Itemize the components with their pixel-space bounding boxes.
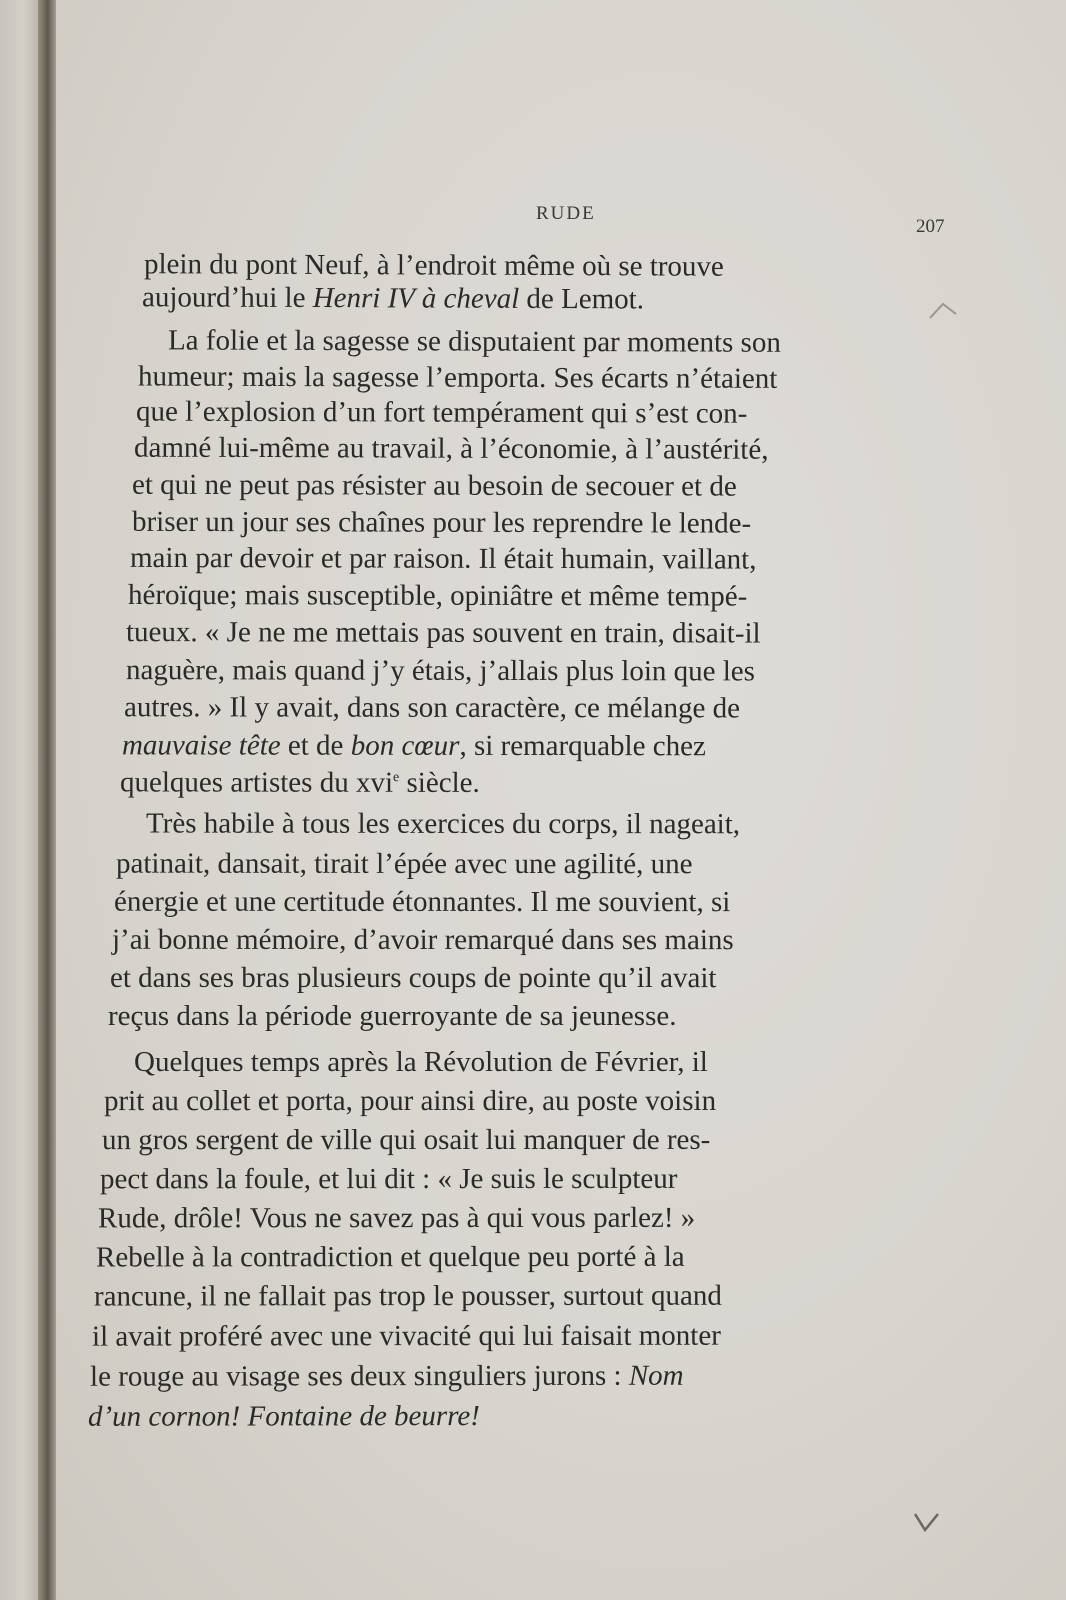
text-run: Rebelle à la contradiction et quelque peu porté à la [95, 1240, 685, 1274]
text-line [132, 469, 952, 505]
text-run: Très habile à tous les exercices du corps, il nageait, [145, 807, 741, 841]
text-run: énergie et une certitude étonnantes. Il me souvient, si [113, 885, 731, 919]
text-line [144, 248, 964, 285]
text-line [112, 924, 932, 957]
text-line [108, 1000, 928, 1033]
text-run: damné lui-même au travail, à l’économie, à l’austérité, [133, 431, 769, 466]
book-page [56, 0, 1066, 1600]
text-run: le rouge au visage ses deux singuliers jurons : [89, 1359, 629, 1393]
text-line [104, 1085, 924, 1118]
text-line [120, 766, 940, 800]
text-run: un gros sergent de ville qui osait lui manquer de res- [101, 1123, 711, 1157]
text-run: plein du pont Neuf, à l’endroit même où se trouve [143, 248, 724, 283]
caret-down-icon [912, 1510, 942, 1534]
text-run: humeur; mais la sagesse l’emporta. Ses écarts n’étaient [137, 360, 778, 395]
text-run: héroïque; mais susceptible, opiniâtre et même tempé- [127, 578, 748, 613]
text-run: siècle. [399, 766, 480, 799]
text-run: aujourd’hui le [141, 281, 313, 315]
text-run: rancune, il ne fallait pas trop le pousser, surtout quand [93, 1279, 722, 1313]
text-line [130, 542, 950, 577]
text-line [92, 1319, 912, 1353]
text-run: et de [280, 729, 351, 762]
text-line [134, 432, 954, 468]
text-line [142, 281, 962, 317]
running-head: RUDE [536, 203, 596, 224]
text-line [132, 506, 952, 541]
text-run: de Lemot. [519, 282, 645, 316]
text-line [88, 1399, 908, 1434]
text-line [96, 1241, 916, 1275]
text-line [124, 691, 944, 726]
text-line [100, 1163, 920, 1197]
text-run: patinait, dansait, tirait l’épée avec une agilité, une [115, 847, 693, 881]
text-line [122, 729, 942, 763]
text-run: reçus dans la période guerroyante de sa jeunesse. [107, 999, 677, 1033]
previous-page-edge [0, 0, 38, 1600]
text-line [114, 886, 934, 920]
italic-run: Henri IV à cheval [312, 282, 520, 315]
text-line [116, 848, 936, 882]
text-run: La folie et la sagesse se disputaient par moments son [167, 324, 781, 359]
text-line [136, 396, 956, 432]
italic-run: d’un cornon! Fontaine de beurre! [87, 1400, 480, 1433]
text-line [90, 1359, 910, 1393]
text-run: il avait proféré avec une vivacité qui lui faisait monter [91, 1319, 721, 1353]
text-line [98, 1202, 918, 1236]
text-line [110, 962, 930, 995]
text-run: pect dans la foule, et lui dit : « Je suis le sculpteur [99, 1162, 678, 1196]
text-run: j’ai bonne mémoire, d’avoir remarqué dans ses mains [111, 923, 734, 957]
text-run: autres. » Il y avait, dans son caractère, ce mélange de [123, 691, 740, 725]
text-line [146, 807, 966, 841]
text-line [168, 324, 988, 360]
text-line [126, 654, 946, 689]
caret-up-icon [928, 300, 958, 320]
text-line [102, 1124, 922, 1157]
text-run: briser un jour ses chaînes pour les reprendre le lende- [131, 505, 752, 540]
italic-run: mauvaise tête [121, 729, 281, 762]
text-run: tueux. « Je ne me mettais pas souvent en train, disait-il [125, 616, 761, 650]
text-run: et qui ne peut pas résister au besoin de secouer et de [131, 468, 737, 503]
italic-run: bon cœur [350, 729, 460, 762]
text-line [134, 1046, 954, 1079]
text-run: main par devoir et par raison. Il était humain, vaillant, [129, 541, 757, 576]
text-run: Rude, drôle! Vous ne savez pas à qui vous parlez! » [97, 1201, 696, 1235]
text-line [126, 616, 946, 651]
page-number: 207 [916, 216, 945, 237]
text-run: , si remarquable chez [459, 729, 706, 763]
text-line [128, 579, 948, 614]
text-run: Quelques temps après la Révolution de Février, il [133, 1045, 708, 1079]
text-run: que l’explosion d’un fort tempérament qui s’est con- [135, 395, 748, 430]
text-line [94, 1279, 914, 1313]
text-run: et dans ses bras plusieurs coups de pointe qu’il avait [109, 961, 717, 995]
text-run: prit au collet et porta, pour ainsi dire, au poste voisin [103, 1084, 717, 1118]
superscript-run: e [393, 770, 400, 786]
italic-run: Nom [628, 1359, 684, 1392]
text-run: naguère, mais quand j’y étais, j’allais plus loin que les [125, 654, 756, 688]
text-run: quelques artistes du xvi [119, 766, 394, 799]
text-line [138, 360, 958, 396]
